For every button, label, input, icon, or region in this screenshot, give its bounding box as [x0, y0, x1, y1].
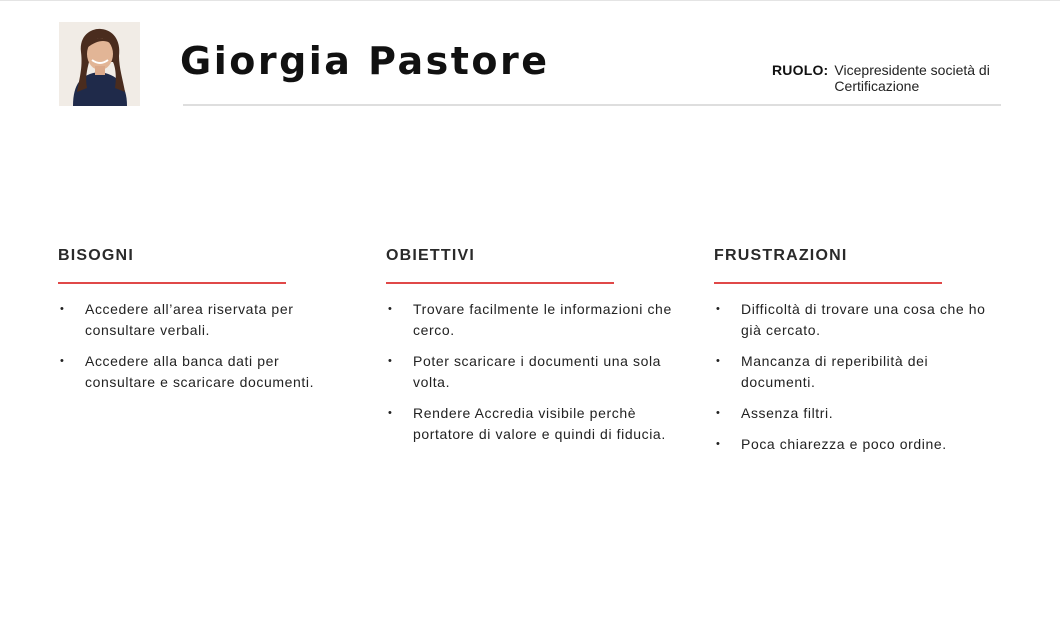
bullet-list: [714, 299, 1004, 455]
bullet-icon: •: [716, 438, 721, 450]
top-border: [0, 0, 1060, 1]
section-title: OBIETTIVI: [386, 247, 476, 264]
role-info: [772, 62, 994, 94]
list-item: • Poter scaricare i documenti una sola volta.: [388, 353, 662, 390]
role-label: RUOLO:: [772, 62, 829, 78]
section-title: BISOGNI: [58, 247, 134, 264]
bullet-icon: •: [388, 303, 393, 315]
list-item: • Poca chiarezza e poco ordine.: [714, 434, 1004, 455]
bullet-list: [58, 299, 348, 393]
section-divider: [58, 282, 286, 284]
bullet-icon: •: [60, 303, 65, 315]
bullet-icon: •: [716, 303, 721, 315]
bullet-icon: •: [60, 355, 65, 367]
section-bisogni: [58, 246, 348, 403]
list-item: • Rendere Accredia visibile perchè portatore di valore e quindi di fiducia.: [388, 405, 666, 442]
section-divider: [714, 282, 942, 284]
bullet-icon: •: [716, 407, 721, 419]
section-frustrazioni: [714, 246, 1004, 465]
list-item: • Difficoltà di trovare una cosa che ho già cercato.: [716, 301, 986, 338]
avatar: [59, 22, 140, 106]
bullet-icon: •: [388, 407, 393, 419]
section-title: FRUSTRAZIONI: [714, 247, 848, 264]
bullet-icon: •: [716, 355, 721, 367]
section-obiettivi: [386, 246, 676, 455]
header-divider: [183, 104, 1001, 106]
list-item: • Accedere alla banca dati per consultare e scaricare documenti.: [60, 353, 315, 390]
role-value: Vicepresidente società di Certificazione: [834, 62, 990, 94]
bullet-list: [386, 299, 676, 445]
list-item: • Mancanza di reperibilità dei documenti.: [716, 353, 929, 390]
list-item: • Assenza filtri.: [714, 403, 1004, 424]
bullet-icon: •: [388, 355, 393, 367]
list-item: • Accedere all’area riservata per consultare verbali.: [60, 301, 294, 338]
section-divider: [386, 282, 614, 284]
persona-name: Giorgia Pastore: [180, 39, 550, 83]
list-item: • Trovare facilmente le informazioni che cerco.: [388, 301, 672, 338]
